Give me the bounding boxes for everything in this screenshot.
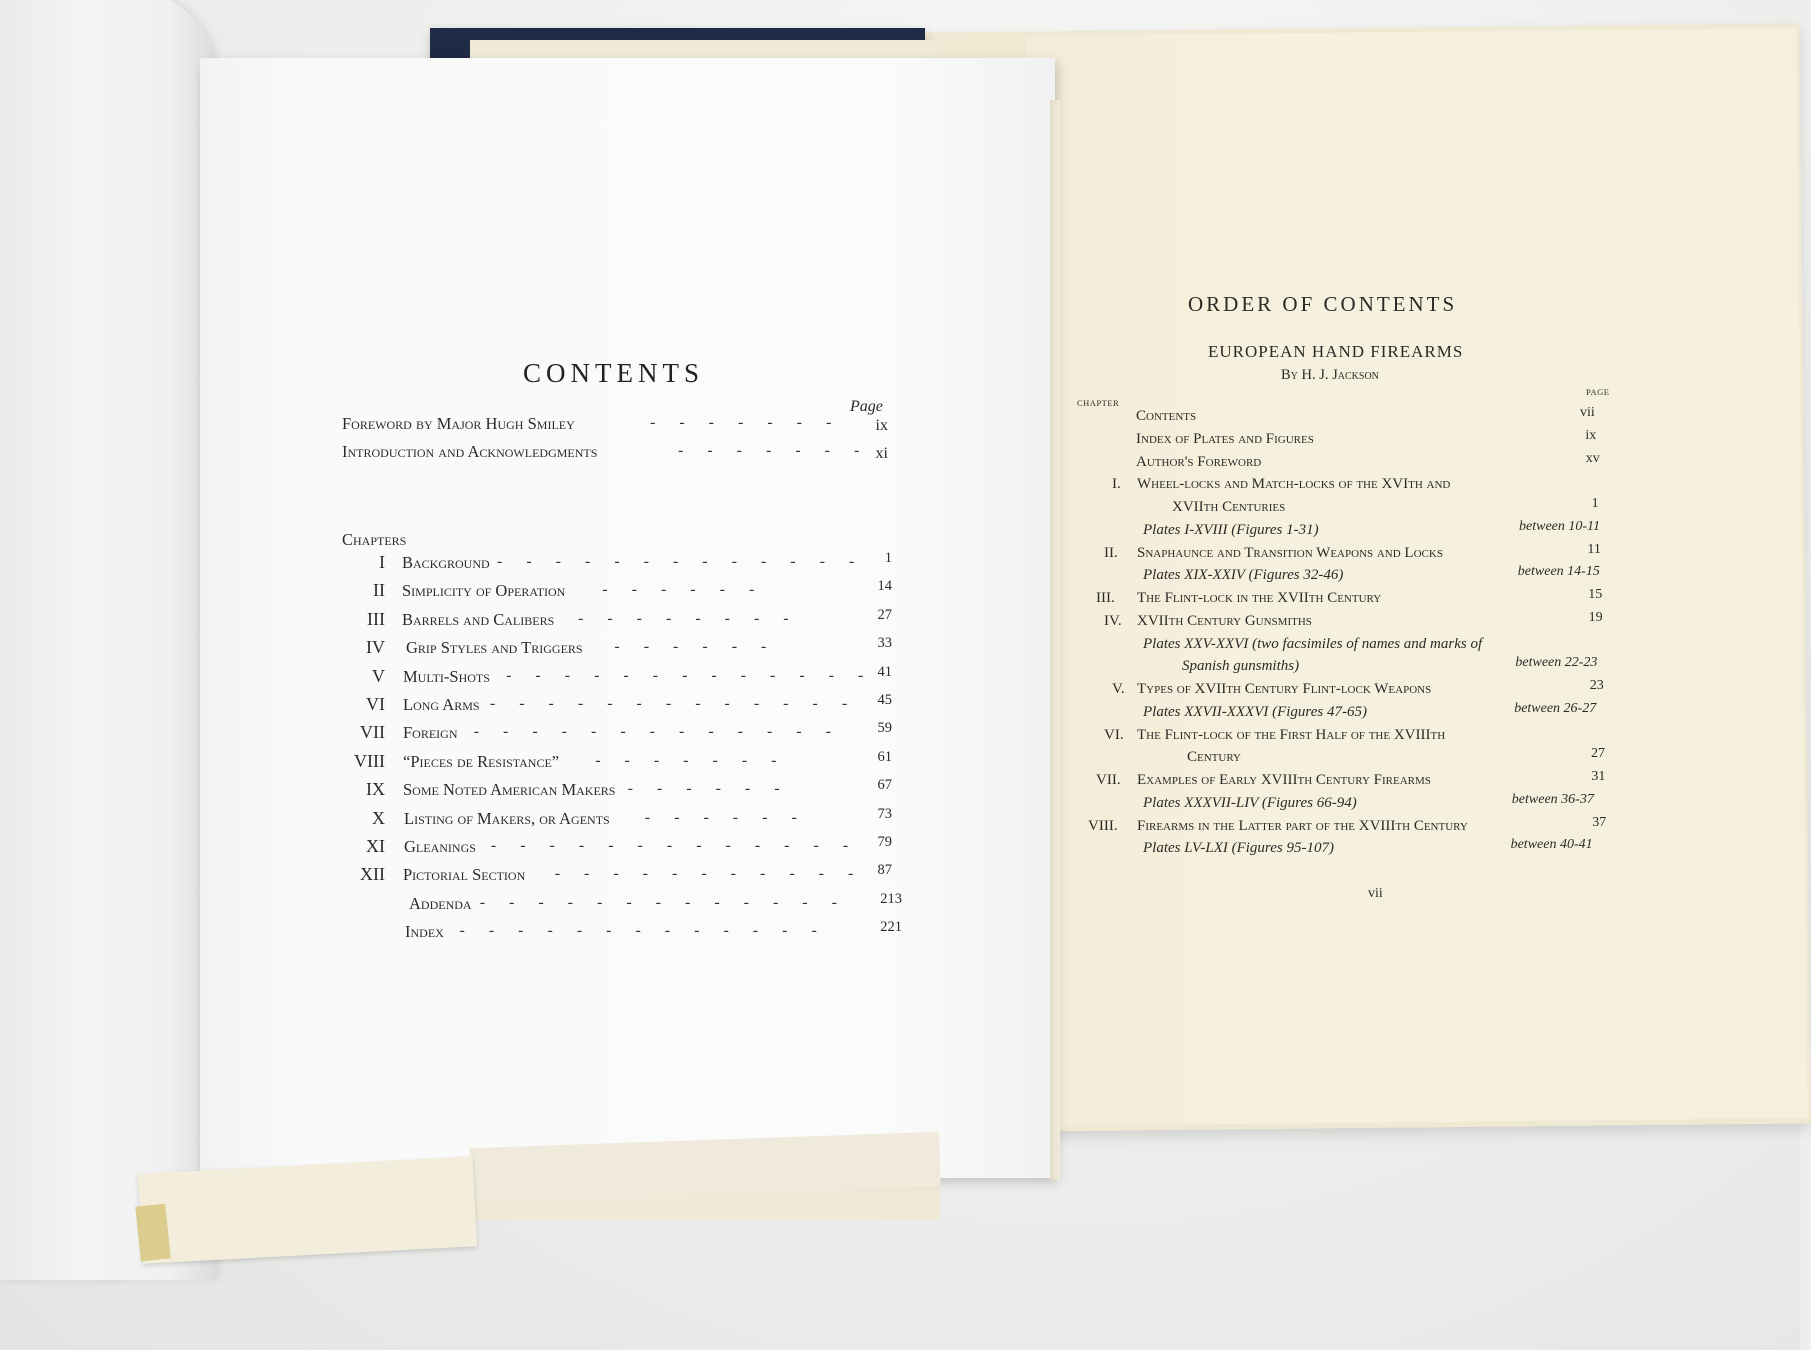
page-folio: vii (1368, 886, 1383, 901)
tape-fragment (135, 1204, 171, 1262)
book-subtitle: EUROPEAN HAND FIREARMS (1208, 342, 1464, 361)
leader-dots: - - - - - - - - (578, 609, 799, 627)
chapter-page: 87 (877, 862, 892, 879)
front-matter-label: Introduction and Acknowledgments (342, 442, 598, 461)
leader-dots: - - - - - - - (678, 442, 870, 459)
chapter-label: Long Arms (403, 695, 480, 714)
entry-page: 31 (1591, 769, 1606, 784)
chapter-page: 1 (884, 550, 892, 566)
page-column-header: PAGE (1586, 387, 1610, 397)
contents-title: CONTENTS (523, 358, 704, 388)
chapter-number: III. (1096, 590, 1115, 606)
curled-page (0, 0, 215, 1280)
chapter-page: 213 (880, 890, 902, 907)
chapter-label: Contents (1136, 408, 1197, 424)
chapters-header: Chapters (342, 530, 407, 549)
author-line: By H. J. Jackson (1281, 367, 1379, 383)
chapter-label: Snaphaunce and Transition Weapons and Locks (1137, 544, 1443, 561)
chapter-label: Multi-Shots (403, 666, 490, 686)
chapter-number: VI (366, 694, 385, 714)
chapter-label: Background (402, 553, 490, 572)
entry-page: 23 (1589, 678, 1604, 693)
chapter-label: Index (405, 922, 444, 942)
chapter-label: Simplicity of Operation (402, 581, 566, 601)
chapter-page: 59 (877, 720, 892, 737)
entry-page: between 40-41 (1510, 837, 1593, 853)
chapter-number: I. (1112, 476, 1121, 493)
entry-page: between 10-11 (1519, 518, 1600, 534)
plate-entry: Spanish gunsmiths) (1182, 658, 1300, 675)
chapter-label: Examples of Early XVIIIth Century Firearms (1137, 772, 1431, 788)
chapter-number: V (372, 665, 385, 686)
leader-dots: - - - - - - - - - - - - - (497, 553, 865, 570)
chapter-number: II. (1104, 544, 1118, 561)
chapter-label: The Flint-lock in the XVIIth Century (1137, 590, 1382, 606)
chapter-page: 79 (877, 834, 892, 850)
chapter-page: 61 (877, 748, 892, 765)
chapter-label: Some Noted American Makers (403, 780, 616, 800)
chapter-page: 41 (877, 663, 892, 680)
entry-page: xv (1585, 450, 1600, 466)
chapter-number: VII (360, 722, 385, 743)
chapter-label: Addenda (409, 893, 472, 913)
chapter-label: Pictorial Section (403, 865, 526, 885)
chapter-number: X (372, 807, 385, 828)
entry-page: between 22-23 (1515, 655, 1598, 671)
chapter-number: III (367, 608, 385, 629)
leader-dots: - - - - - - - - - - - - - (479, 893, 847, 911)
chapter-number: VIII. (1088, 817, 1118, 834)
entry-page: between 26-27 (1514, 700, 1597, 716)
chapter-page: 33 (877, 635, 892, 652)
chapter-page: 221 (880, 919, 902, 936)
plate-entry: Plates XXVII-XXXVI (Figures 47-65) (1143, 703, 1367, 720)
chapter-label: Index of Plates and Figures (1136, 430, 1314, 447)
chapter-page: 27 (877, 606, 892, 623)
plate-entry: Plates XXV-XXVI (two facsimiles of names and marks of (1143, 635, 1483, 652)
leader-dots: - - - - - - - - - - - (554, 865, 864, 883)
chapter-label: XVIIth Century Gunsmiths (1137, 612, 1312, 629)
entry-page: 19 (1588, 609, 1603, 625)
entry-page: 11 (1587, 541, 1601, 557)
chapter-page: 14 (877, 578, 892, 595)
chapter-number: VIII (354, 750, 385, 771)
leader-dots: - - - - - - - - - - - - - (490, 837, 859, 854)
chapter-page: 67 (877, 777, 892, 794)
chapter-label: Foreign (403, 723, 458, 743)
chapter-label: Listing of Makers, or Agents (404, 808, 610, 828)
front-matter-label: Foreword by Major Hugh Smiley (342, 414, 575, 433)
entry-page: between 14-15 (1517, 564, 1600, 580)
plate-entry: Plates XIX-XXIV (Figures 32-46) (1143, 567, 1344, 584)
order-of-contents-title: ORDER OF CONTENTS (1188, 292, 1458, 316)
chapter-number: XI (366, 836, 385, 856)
chapter-number: XII (360, 864, 385, 885)
leader-dots: - - - - - - (627, 780, 790, 798)
chapter-label: The Flint-lock of the First Half of the XVIIIth (1137, 726, 1446, 743)
plate-entry: Plates XXXVII-LIV (Figures 66-94) (1143, 794, 1357, 811)
plate-entry: Plates LV-LXI (Figures 95-107) (1143, 840, 1334, 857)
chapter-column-header: CHAPTER (1077, 398, 1120, 408)
entry-page: ix (1585, 427, 1597, 443)
front-matter-page: ix (875, 417, 888, 434)
chapter-label: “Pieces de Resistance” (403, 751, 560, 771)
leader-dots: - - - - - - (602, 581, 765, 599)
left-page-edge (1050, 100, 1060, 1180)
leader-dots: - - - - - - - - - - - - - (473, 723, 841, 741)
leader-dots: - - - - - - - (650, 414, 842, 431)
chapter-label: Grip Styles and Triggers (406, 638, 583, 658)
leader-dots: - - - - - - - - - - - - - (459, 922, 827, 940)
chapter-number: VII. (1096, 772, 1121, 788)
chapter-label: Author's Foreword (1136, 453, 1262, 470)
chapter-label: Century (1187, 749, 1242, 766)
leader-dots: - - - - - - - (595, 751, 787, 769)
chapter-label: Types of XVIIth Century Flint-lock Weapons (1137, 681, 1432, 697)
entry-page: between 36-37 (1511, 791, 1594, 807)
plate-entry: Plates I-XVIII (Figures 1-31) (1143, 521, 1319, 538)
page-column-header: Page (850, 398, 883, 415)
chapter-page: 73 (877, 805, 892, 822)
chapter-label: XVIIth Centuries (1172, 499, 1286, 515)
chapter-label: Firearms in the Latter part of the XVIIIth Century (1137, 817, 1468, 834)
entry-page: vii (1580, 405, 1595, 420)
chapter-number: V. (1112, 681, 1125, 697)
chapter-number: II (373, 580, 385, 601)
entry-page: 15 (1588, 587, 1603, 602)
leader-dots: - - - - - - (614, 638, 777, 656)
chapter-number: VI. (1104, 726, 1124, 743)
entry-page: 27 (1591, 746, 1605, 762)
paper-scrap (138, 1156, 477, 1263)
chapter-number: IX (366, 779, 385, 800)
chapter-label: Wheel-locks and Match-locks of the XVIth and (1137, 476, 1451, 493)
entry-page: 1 (1591, 496, 1599, 511)
chapter-number: I (379, 552, 385, 572)
chapter-label: Barrels and Calibers (402, 609, 555, 629)
front-matter-page: xi (875, 445, 888, 462)
chapter-page: 45 (877, 692, 892, 708)
chapter-number: IV. (1104, 612, 1122, 629)
entry-page: 37 (1592, 814, 1607, 830)
leader-dots: - - - - - - (644, 808, 807, 826)
chapter-label: Gleanings (404, 837, 476, 856)
chapter-number: IV (366, 637, 385, 658)
leader-dots: - - - - - - - - - - - - - (506, 666, 874, 684)
leader-dots: - - - - - - - - - - - - - (489, 695, 858, 712)
